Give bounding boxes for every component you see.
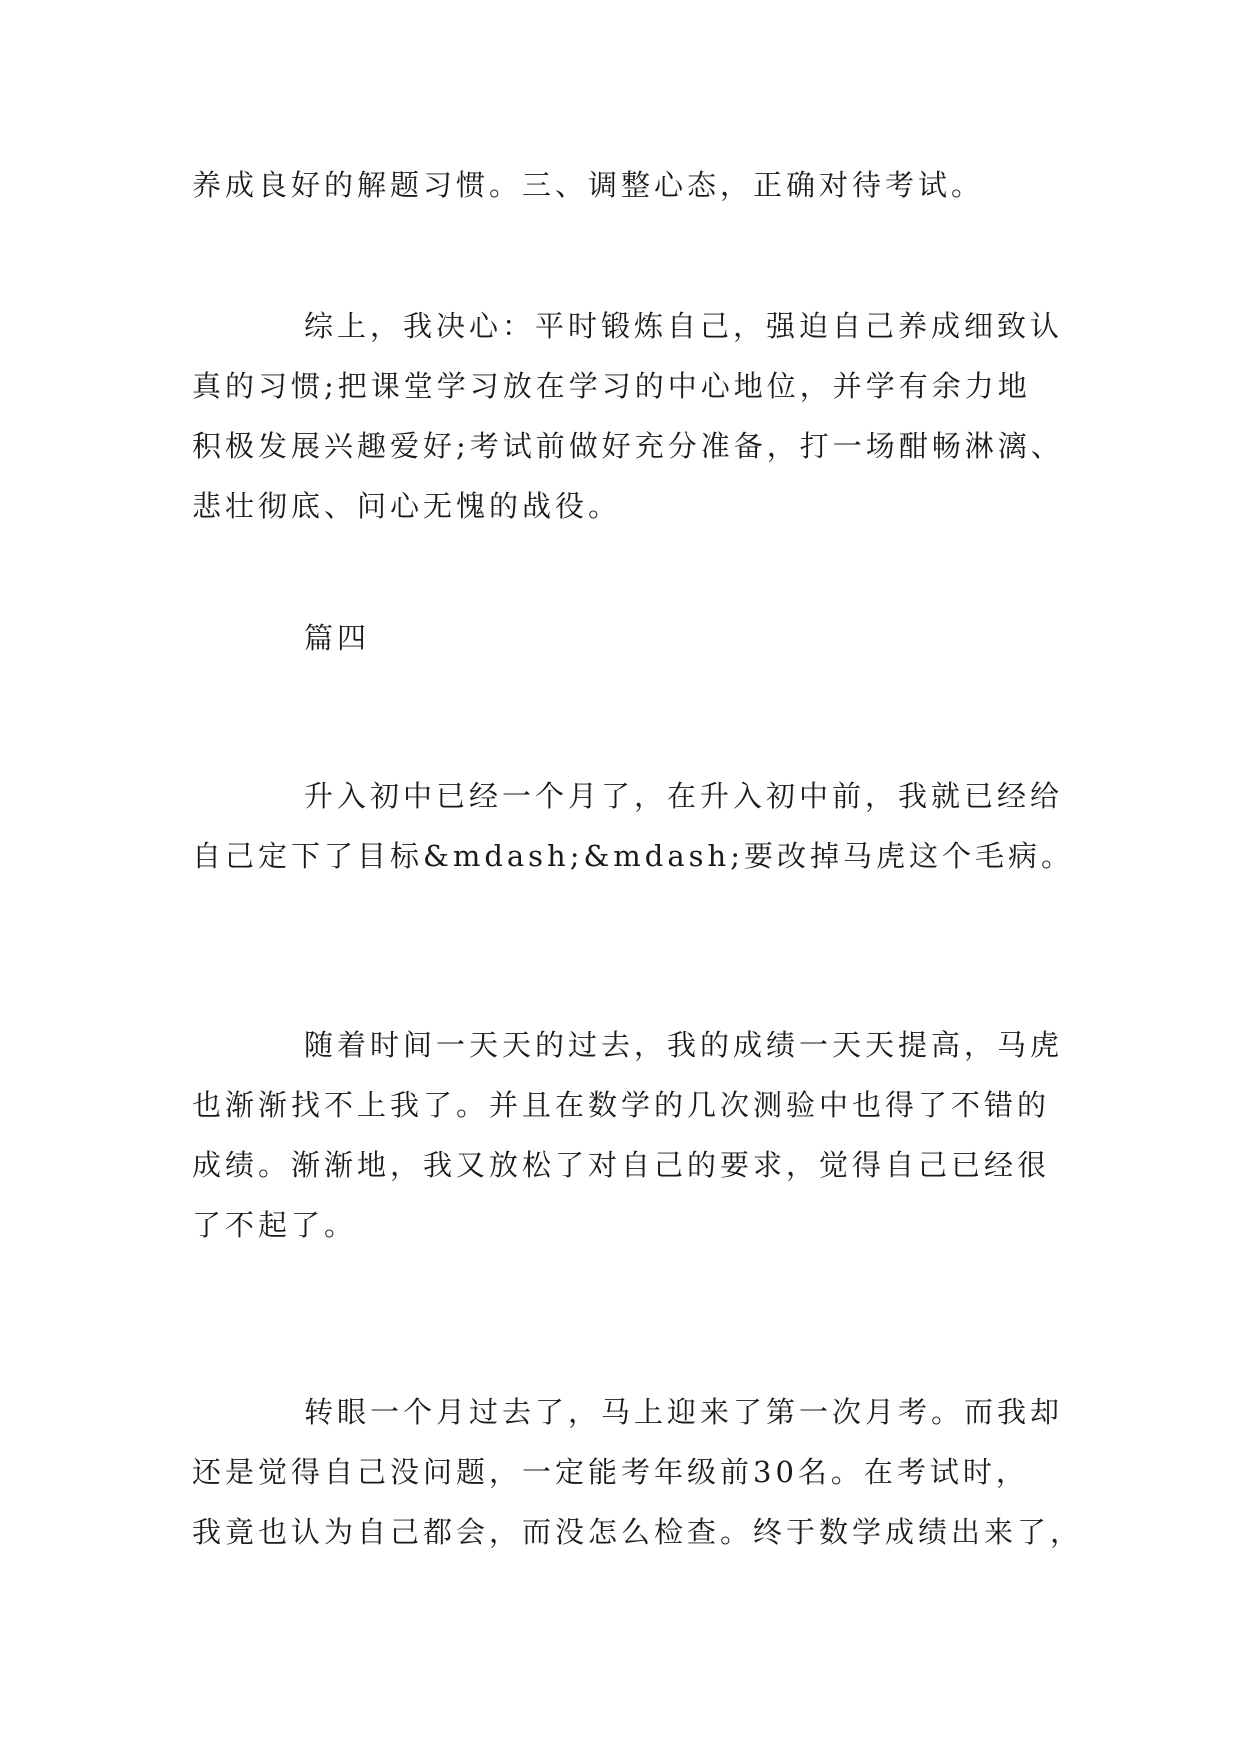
- text-line: 还是觉得自己没问题，一定能考年级前30名。在考试时，: [192, 1455, 1029, 1489]
- text-line: 也渐渐找不上我了。并且在数学的几次测验中也得了不错的: [192, 1088, 1051, 1122]
- text-line: 我竟也认为自己都会，而没怎么检查。终于数学成绩出来了，: [192, 1515, 1084, 1549]
- text-line: 转眼一个月过去了，马上迎来了第一次月考。而我却: [304, 1395, 1064, 1429]
- section-heading: [192, 608, 1072, 668]
- text-line: 随着时间一天天的过去，我的成绩一天天提高，马虎: [304, 1028, 1064, 1062]
- text-line: 真的习惯;把课堂学习放在学习的中心地位，并学有余力地: [192, 369, 1031, 403]
- text-line: 自己定下了目标&mdash;&mdash;要改掉马虎这个毛病。: [192, 839, 1074, 873]
- text-line: 成绩。渐渐地，我又放松了对自己的要求，觉得自己已经很: [192, 1148, 1051, 1182]
- text-line: 综上，我决心：平时锻炼自己，强迫自己养成细致认: [304, 309, 1064, 343]
- text-line: 升入初中已经一个月了，在升入初中前，我就已经给: [304, 779, 1064, 813]
- paragraph-study-habits: [192, 155, 1072, 215]
- text-line: 积极发展兴趣爱好;考试前做好充分准备，打一场酣畅淋漓、: [192, 429, 1064, 463]
- paragraph-resolution: [192, 296, 1072, 536]
- paragraph-monthly-exam: [192, 1382, 1084, 1562]
- text-line: 养成良好的解题习惯。三、调整心态，正确对待考试。: [192, 168, 985, 202]
- section-title: 篇四: [304, 621, 371, 655]
- paragraph-goal: [192, 766, 1072, 886]
- text-line: 悲壮彻底、问心无愧的战役。: [192, 489, 622, 523]
- text-line: 了不起了。: [192, 1208, 358, 1242]
- paragraph-progress: [192, 1015, 1072, 1255]
